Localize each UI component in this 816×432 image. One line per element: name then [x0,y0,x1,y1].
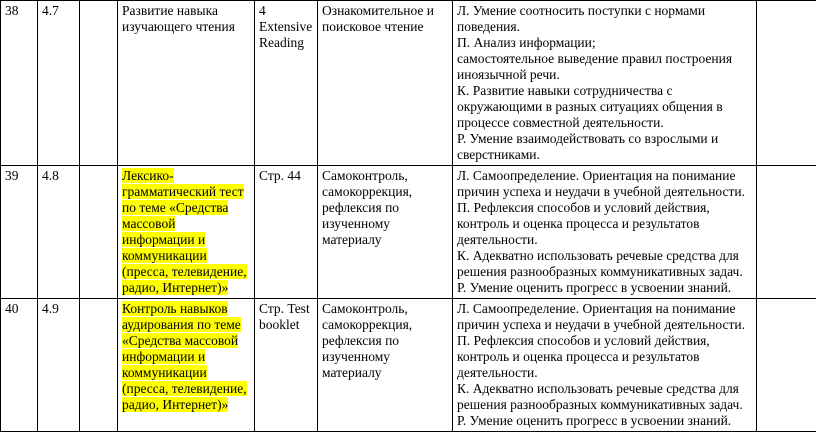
lesson-number: 38 [1,1,38,166]
lesson-topic [118,299,255,432]
lesson-topic [118,166,255,299]
activity-line: П. Рефлексия способов и условий действия, контроль и оценка процесса и результатов деятельности. [457,333,753,381]
activity-line: П. Анализ информации; [457,35,753,51]
empty-cell [757,299,816,432]
lesson-control: Ознакомительное и поисковое чтение [318,1,453,166]
empty-cell [757,1,816,166]
lesson-page: Стр. Test booklet [255,299,318,432]
table-row [1,1,816,166]
empty-cell [80,299,118,432]
lesson-page: Стр. 44 [255,166,318,299]
lesson-topic-text: Лексико-грамматический тест по теме «Средства массовой информации и коммуникации (пресса, телевидение, радио, Интернет)» [122,168,247,295]
activity-line: П. Рефлексия способов и условий действия, контроль и оценка процесса и результатов деятельности. [457,200,753,248]
empty-cell [80,166,118,299]
lesson-activities [453,166,757,299]
activity-line: К. Адекватно использовать речевые средства для решения разнообразных коммуникативных задач. [457,248,753,280]
activity-line: Л. Самоопределение. Ориентация на понимание причин успеха и неудачи в учебной деятельности. [457,168,753,200]
lesson-page: 4 Extensive Reading [255,1,318,166]
activity-line: Р. Умение взаимодействовать со взрослыми и сверстниками. [457,131,753,163]
lesson-activities [453,299,757,432]
lesson-code: 4.8 [38,166,80,299]
activity-line: Р. Умение оценить прогресс в усвоении знаний. [457,280,753,296]
lesson-code: 4.7 [38,1,80,166]
lesson-topic [118,1,255,166]
activity-line: самостоятельное выведение правил построения иноязычной речи. [457,51,753,83]
activity-line: К. Развитие навыки сотрудничества с окружающими в разных ситуациях общения в процессе совместной деятельности. [457,83,753,131]
table-row [1,166,816,299]
lesson-number: 39 [1,166,38,299]
activity-line: Л. Самоопределение. Ориентация на понимание причин успеха и неудачи в учебной деятельности. [457,301,753,333]
lesson-topic-text: Развитие навыка изучающего чтения [122,3,235,34]
lesson-activities [453,1,757,166]
lesson-topic-text: Контроль навыков аудирования по теме «Средства массовой информации и коммуникации (пресса, телевидение, радио, Интернет)» [122,301,247,412]
lesson-control: Самоконтроль, самокоррекция, рефлексия по изученному материалу [318,166,453,299]
lesson-code: 4.9 [38,299,80,432]
lesson-control: Самоконтроль, самокоррекция, рефлексия по изученному материалу [318,299,453,432]
lesson-number: 40 [1,299,38,432]
table-row [1,299,816,432]
activity-line: Л. Умение соотносить поступки с нормами поведения. [457,3,753,35]
activity-line: К. Адекватно использовать речевые средства для решения разнообразных коммуникативных задач. [457,381,753,413]
activity-line: Р. Умение оценить прогресс в усвоении знаний. [457,413,753,429]
empty-cell [757,166,816,299]
empty-cell [80,1,118,166]
